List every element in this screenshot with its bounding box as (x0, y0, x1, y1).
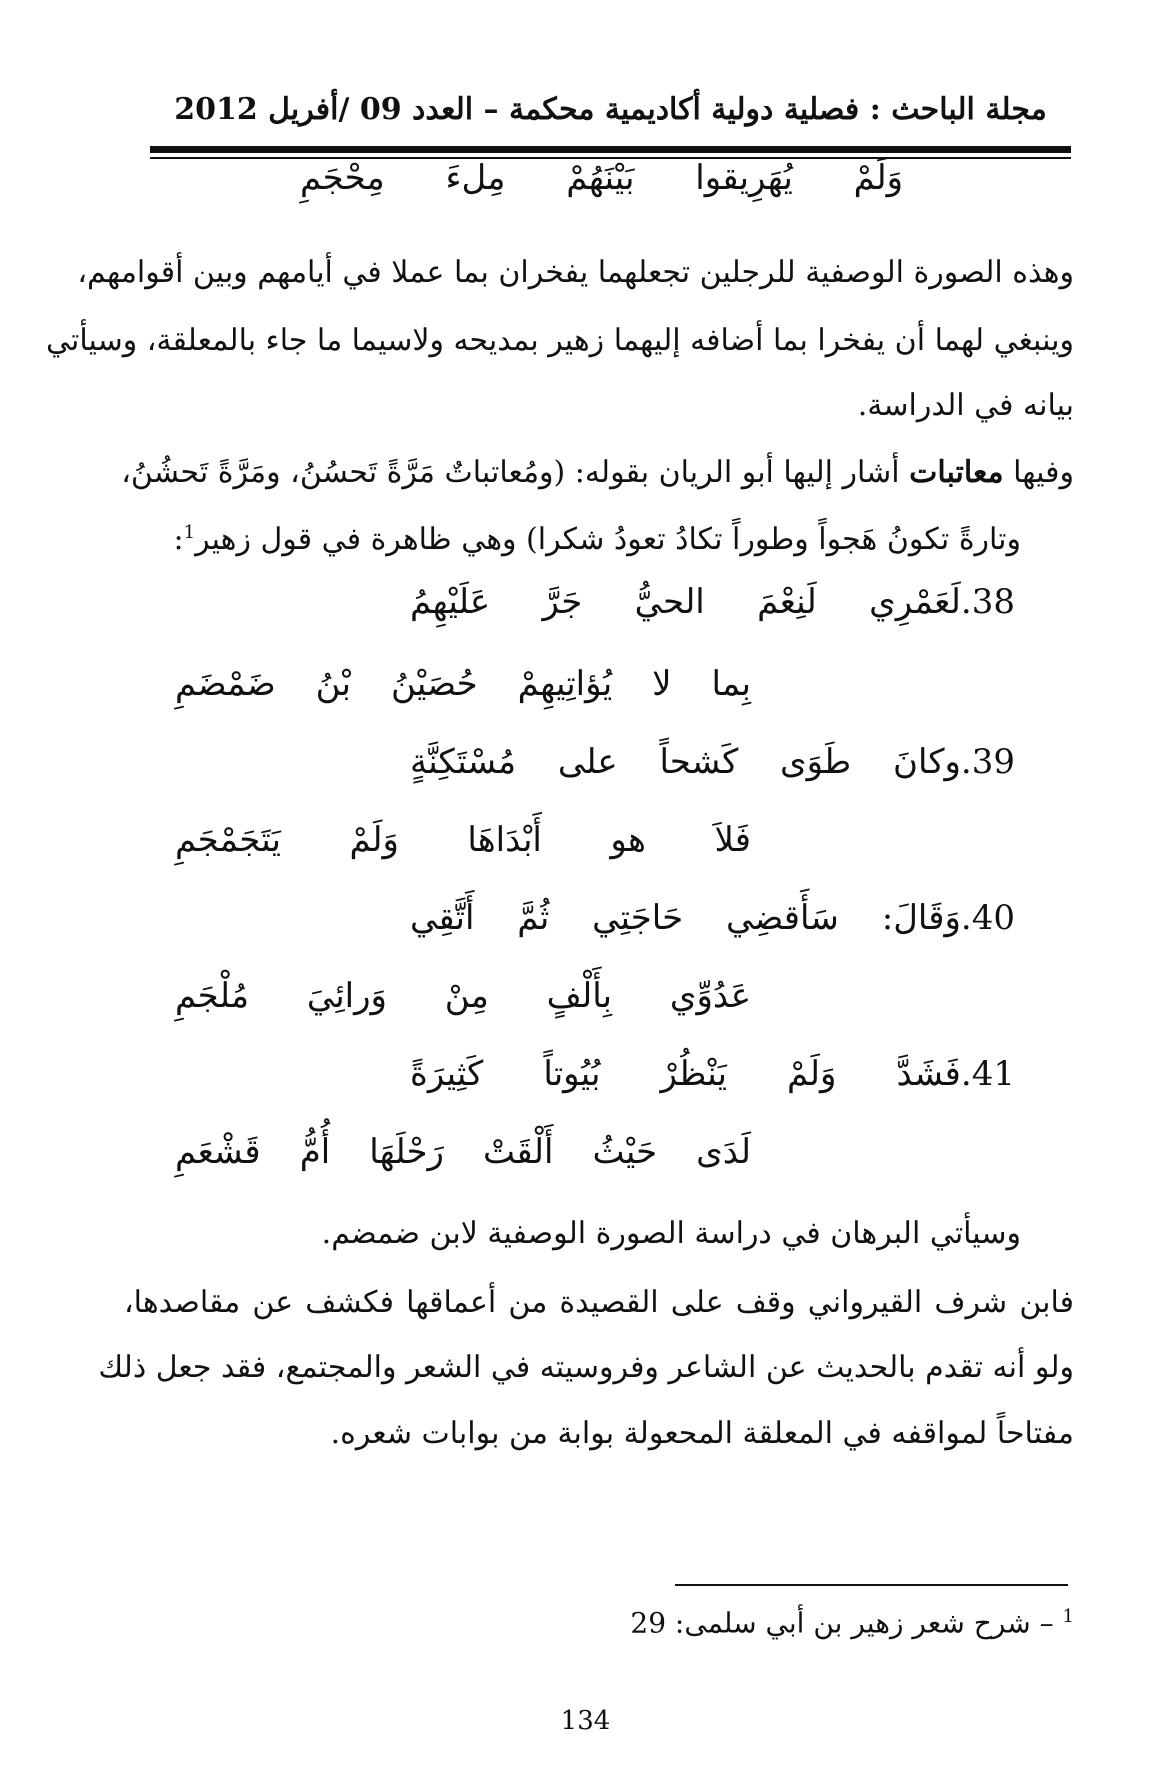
verse-word: كَشحاً (659, 742, 739, 782)
footnote (630, 1606, 1074, 1639)
verse-word: يَنْظُرْ (660, 1054, 727, 1094)
footnote-text: – شرح شعر زهير بن أبي سلمى: 29 (630, 1606, 1054, 1640)
verse-word: طَوَى (780, 742, 852, 782)
verse-top (300, 158, 903, 198)
footnote-rule (675, 1584, 1068, 1586)
verse-word: وَرائِيَ (306, 976, 387, 1016)
verse-word: بْنُ (315, 664, 352, 704)
paragraph-line: وسيأتي البرهان في دراسة الصورة الوصفية لابن ضمضم. (321, 1216, 1021, 1251)
verse-word: مِلءَ (445, 158, 506, 198)
verse-word: حَاجَتِي (592, 898, 684, 938)
verse-word: وَلَمْ (853, 158, 903, 198)
verse-word: حُصَيْنُ (391, 664, 478, 704)
verse-word: يُهَرِيقوا (695, 158, 793, 198)
verse-word: لَدَى (696, 1132, 751, 1172)
verse-word: وَلَمْ (349, 820, 399, 860)
footnote-ref[interactable]: 1 (183, 522, 196, 543)
colon: : (173, 522, 184, 557)
verse-line (175, 664, 751, 704)
paragraph-line: مفتاحاً لمواقفه في المعلقة المحعولة بوابة من بوابات شعره. (330, 1416, 1074, 1451)
verse-word: 38.لَعَمْرِي (869, 582, 1015, 622)
paragraph-prefix: وفيها (1013, 455, 1074, 490)
journal-header: مجلة الباحث : فصلية دولية أكاديمية محكمة – العدد 09 /أفريل 2012 (174, 92, 1047, 127)
paragraph-line: وينبغي لهما أن يفخرا بما أضافه إليهما زهير بمديحه ولاسيما ما جاء بالمعلقة، وسيأتي (46, 323, 1074, 358)
verse-word: ثُمَّ (517, 898, 550, 938)
verse-word: 41.فَشَدَّ (896, 1054, 1015, 1094)
bold-term: معاتبات (909, 455, 1004, 490)
verse-line (175, 820, 751, 860)
verse-word: مِحْجَمِ (300, 158, 385, 198)
verse-line (410, 582, 1015, 622)
verse-word: عَلَيْهِمُ (410, 582, 491, 622)
paragraph-line (124, 522, 1021, 557)
verse-word: وَلَمْ (787, 1054, 837, 1094)
page-number: 134 (560, 1706, 611, 1736)
verse-word: 40.وَقَالَ: (881, 898, 1015, 938)
verse-word: 39.وكانَ (892, 742, 1015, 782)
verse-word: هو (610, 820, 646, 860)
verse-line (410, 898, 1015, 938)
verse-line (175, 1132, 751, 1172)
verse-word: يَتَجَمْجَمِ (175, 820, 281, 860)
verse-word: على (557, 742, 618, 782)
verse-word: فَلاَ (714, 820, 751, 860)
verse-word: أَلْقَتْ (483, 1132, 554, 1172)
verse-word: جَرَّ (542, 582, 583, 622)
verse-word: لا (652, 664, 672, 704)
verse-word: قَشْعَمِ (175, 1132, 261, 1172)
paragraph-line: فابن شرف القيرواني وقف على القصيدة من أعماقها فكشف عن مقاصدها، (124, 1285, 1074, 1320)
verse-word: الحيُّ (634, 582, 705, 622)
verse-word: يُؤاتِيهِمْ (517, 664, 613, 704)
verse-word: مُسْتَكِنَّةٍ (410, 742, 517, 782)
verse-word: لَنِعْمَ (757, 582, 817, 622)
paragraph-text: أشار إليها أبو الريان بقوله: (ومُعاتباتٌ مَرَّةً تَحسُنُ، ومَرَّةً تَحشُنُ، (121, 455, 900, 490)
verse-word: بِأَلْفٍ (546, 976, 613, 1016)
paragraph-line: بيانه في الدراسة. (857, 388, 1074, 423)
verse-word: مُلْجَمِ (175, 976, 250, 1016)
verse-word: عَدُوِّي (669, 976, 751, 1016)
verse-word: رَحْلَهَا (369, 1132, 444, 1172)
verse-word: ضَمْضَمِ (175, 664, 276, 704)
paragraph-line: وهذه الصورة الوصفية للرجلين تجعلهما يفخران بما عملا في أيامهم وبين أقوامهم، (77, 255, 1074, 290)
verse-word: أُمُّ (299, 1132, 331, 1172)
paragraph-line (121, 455, 1074, 490)
verse-word: بَيْنَهُمْ (566, 158, 635, 198)
verse-word: أَتَّقِي (410, 898, 475, 938)
paragraph-line: ولو أنه تقدم بالحديث عن الشاعر وفروسيته في الشعر والمجتمع، فقد جعل ذلك (98, 1350, 1074, 1385)
verse-line (410, 1054, 1015, 1094)
verse-word: أَبْدَاهَا (467, 820, 542, 860)
footnote-number: 1 (1062, 1606, 1074, 1627)
verse-word: مِنْ (444, 976, 489, 1016)
paragraph-text: وتارةً تكونُ هَجواً وطوراً تكادُ تعودُ شكرا) وهي ظاهرة في قول زهير (195, 522, 1021, 557)
verse-word: سَأَقضِي (725, 898, 839, 938)
verse-line (175, 976, 751, 1016)
verse-word: كَثِيرَةً (410, 1054, 484, 1094)
verse-word: بُيُوتاً (543, 1054, 601, 1094)
verse-word: بِما (711, 664, 751, 704)
verse-line (410, 742, 1015, 782)
verse-word: حَيْثُ (592, 1132, 658, 1172)
header-rule-thick (150, 146, 1071, 153)
